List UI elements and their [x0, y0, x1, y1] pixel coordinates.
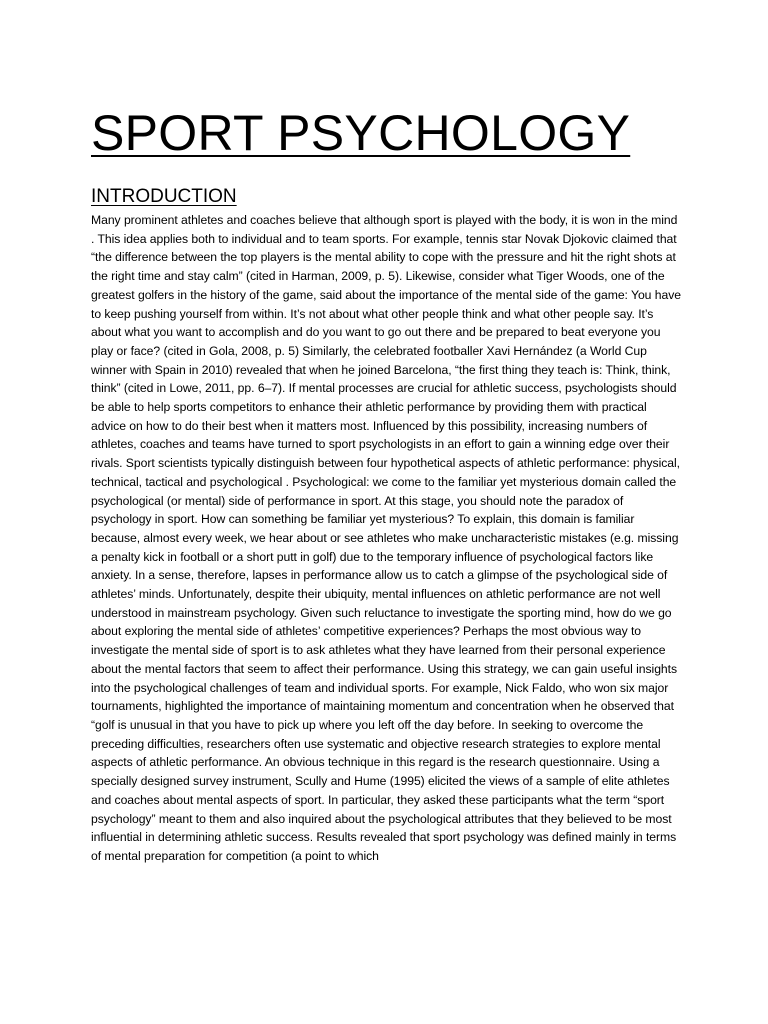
- section-heading-introduction: INTRODUCTION: [91, 186, 237, 207]
- introduction-paragraph: Many prominent athletes and coaches believe that although sport is played with the body, it is won in the mind . This idea applies both to individual and to team sports. For example, tennis star Novak Djokovic claimed that “the difference between the top players is the mental ability to cope with the pressure and hit the right shots at the right time and stay calm” (cited in Harman, 2009, p. 5). Likewise, consider what Tiger Woods, one of the greatest golfers in the history of the game, said about the importance of the mental side of the game: You have to keep pushing yourself from within. It’s not about what other people think and what other people say. It’s about what you want to accomplish and do you want to go out there and be prepared to beat everyone you play or face? (cited in Gola, 2008, p. 5) Similarly, the celebrated footballer Xavi Hernández (a World Cup winner with Spain in 2010) revealed that when he joined Barcelona, “the first thing they teach is: Think, think, think” (cited in Lowe, 2011, pp. 6–7). If mental processes are crucial for athletic success, psychologists should be able to help sports competitors to enhance their athletic performance by providing them with practical advice on how to do their best when it matters most. Influenced by this possibility, increasing numbers of athletes, coaches and teams have turned to sport psychologists in an effort to gain a winning edge over their rivals. Sport scientists typically distinguish between four hypothetical aspects of athletic performance: physical, technical, tactical and psychological . Psychological: we come to the familiar yet mysterious domain called the psychological (or mental) side of performance in sport. At this stage, you should note the paradox of psychology in sport. How can something be familiar yet mysterious? To explain, this domain is familiar because, almost every week, we hear about or see athletes who make uncharacteristic mistakes (e.g. missing a penalty kick in football or a short putt in golf) due to the temporary influence of psychological factors like anxiety. In a sense, therefore, lapses in performance allow us to catch a glimpse of the psychological side of athletes’ minds. Unfortunately, despite their ubiquity, mental influences on athletic performance are not well understood in mainstream psychology. Given such reluctance to investigate the sporting mind, how do we go about exploring the mental side of athletes’ competitive experiences? Perhaps the most obvious way to investigate the mental side of sport is to ask athletes what they have learned from their personal experience about the mental factors that seem to affect their performance. Using this strategy, we can gain useful insights into the psychological challenges of team and individual sports. For example, Nick Faldo, who won six major tournaments, highlighted the importance of maintaining momentum and concentration when he observed that “golf is unusual in that you have to pick up where you left off the day before. In seeking to overcome the preceding difficulties, researchers often use systematic and objective research strategies to explore mental aspects of athletic performance. An obvious technique in this regard is the research questionnaire. Using a specially designed survey instrument, Scully and Hume (1995) elicited the views of a sample of elite athletes and coaches about mental aspects of sport. In particular, they asked these participants what the term “sport psychology” meant to them and also inquired about the psychological attributes that they believed to be most influential in determining athletic success. Results revealed that sport psychology was defined mainly in terms of mental preparation for competition (a point to which: [91, 213, 681, 863]
- document-title: SPORT PSYCHOLOGY: [91, 105, 631, 161]
- document-page: [91, 104, 683, 866]
